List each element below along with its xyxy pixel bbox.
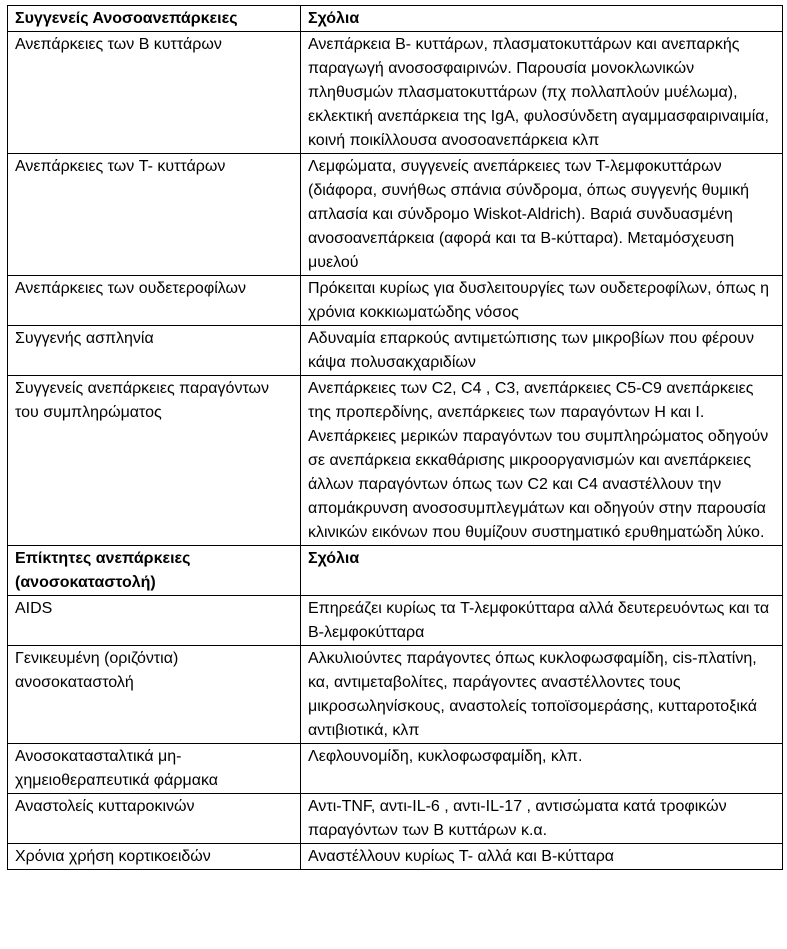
table-row xyxy=(8,326,783,376)
condition-cell: Ανοσοκατασταλτικά μη-χημειοθεραπευτικά φάρμακα xyxy=(8,744,301,794)
comment-cell: Λεμφώματα, συγγενείς ανεπάρκειες των T-λεμφοκυττάρων (διάφορα, συνήθως σπάνια σύνδρομα, όπως συγγενής θυμική απλασία και σύνδρομο Wiskot-Aldrich). Βαριά συνδυασμένη ανοσοανεπάρκεια (αφορά και τα B-κύτταρα). Μεταμόσχευση μυελού xyxy=(301,154,783,276)
section-header-left: Συγγενείς Ανοσοανεπάρκειες xyxy=(8,6,301,32)
condition-cell: Συγγενής ασπληνία xyxy=(8,326,301,376)
comment-cell: Ανεπάρκεια B- κυττάρων, πλασματοκυττάρων και ανεπαρκής παραγωγή ανοσοσφαιρινών. Παρουσία μονοκλωνικών πληθυσμών πλασματοκυττάρων (πχ πολλαπλούν μυέλωμα), εκλεκτική ανεπάρκεια της IgA, φυλοσύνδετη αγαμμασφαιριναιμία, κοινή ποικίλλουσα ανοσοανεπάρκεια κλπ xyxy=(301,32,783,154)
table-row xyxy=(8,794,783,844)
table-row xyxy=(8,376,783,546)
comment-cell: Πρόκειται κυρίως για δυσλειτουργίες των ουδετεροφίλων, όπως η χρόνια κοκκιωματώδης νόσος xyxy=(301,276,783,326)
section-header-left: Επίκτητες ανεπάρκειες (ανοσοκαταστολή) xyxy=(8,546,301,596)
condition-cell: Ανεπάρκειες των ουδετεροφίλων xyxy=(8,276,301,326)
comment-cell: Αντι-TNF, αντι-IL-6 , αντι-IL-17 , αντισώματα κατά τροφικών παραγόντων των B κυττάρων κ.α. xyxy=(301,794,783,844)
condition-cell: Αναστολείς κυτταροκινών xyxy=(8,794,301,844)
condition-cell: Συγγενείς ανεπάρκειες παραγόντων του συμπληρώματος xyxy=(8,376,301,546)
immunodeficiency-table xyxy=(7,5,783,870)
table-row xyxy=(8,596,783,646)
table-row xyxy=(8,646,783,744)
section-header-row xyxy=(8,546,783,596)
condition-cell: Ανεπάρκειες των B κυττάρων xyxy=(8,32,301,154)
table-row xyxy=(8,744,783,794)
section-header-row xyxy=(8,6,783,32)
table-row xyxy=(8,32,783,154)
condition-cell: Ανεπάρκειες των T- κυττάρων xyxy=(8,154,301,276)
comment-cell: Αλκυλιούντες παράγοντες όπως κυκλοφωσφαμίδη, cis-πλατίνη, κα, αντιμεταβολίτες, παράγοντες αναστέλλοντες τους μικροσωληνίσκους, αναστολείς τοποϊσομεράσης, κυτταροτοξικά αντιβιοτικά, κλπ xyxy=(301,646,783,744)
table-row xyxy=(8,154,783,276)
condition-cell: AIDS xyxy=(8,596,301,646)
section-header-right: Σχόλια xyxy=(301,6,783,32)
comment-cell: Λεφλουνομίδη, κυκλοφωσφαμίδη, κλπ. xyxy=(301,744,783,794)
condition-cell: Γενικευμένη (οριζόντια) ανοσοκαταστολή xyxy=(8,646,301,744)
table-row xyxy=(8,276,783,326)
comment-cell: Ανεπάρκειες των C2, C4 , C3, ανεπάρκειες C5-C9 ανεπάρκειες της προπερδίνης, ανεπάρκειες των παραγόντων H και I. Ανεπάρκειες μερικών παραγόντων του συμπληρώματος οδηγούν σε ανεπάρκεια εκκαθάρισης μικροοργανισμών και ανεπάρκειες άλλων παραγόντων όπως των C2 και C4 αναστέλλουν την απομάκρυνση ανοσοσυμπλεγμάτων και οδηγούν στην παρουσία κλινικών εικόνων που θυμίζουν συστηματικό ερυθηματώδη λύκο. xyxy=(301,376,783,546)
comment-cell: Αναστέλλουν κυρίως T- αλλά και B-κύτταρα xyxy=(301,844,783,870)
comment-cell: Αδυναμία επαρκούς αντιμετώπισης των μικροβίων που φέρουν κάψα πολυσακχαριδίων xyxy=(301,326,783,376)
section-header-right: Σχόλια xyxy=(301,546,783,596)
table-row xyxy=(8,844,783,870)
comment-cell: Επηρεάζει κυρίως τα T-λεμφοκύτταρα αλλά δευτερευόντως και τα B-λεμφοκύτταρα xyxy=(301,596,783,646)
condition-cell: Χρόνια χρήση κορτικοειδών xyxy=(8,844,301,870)
